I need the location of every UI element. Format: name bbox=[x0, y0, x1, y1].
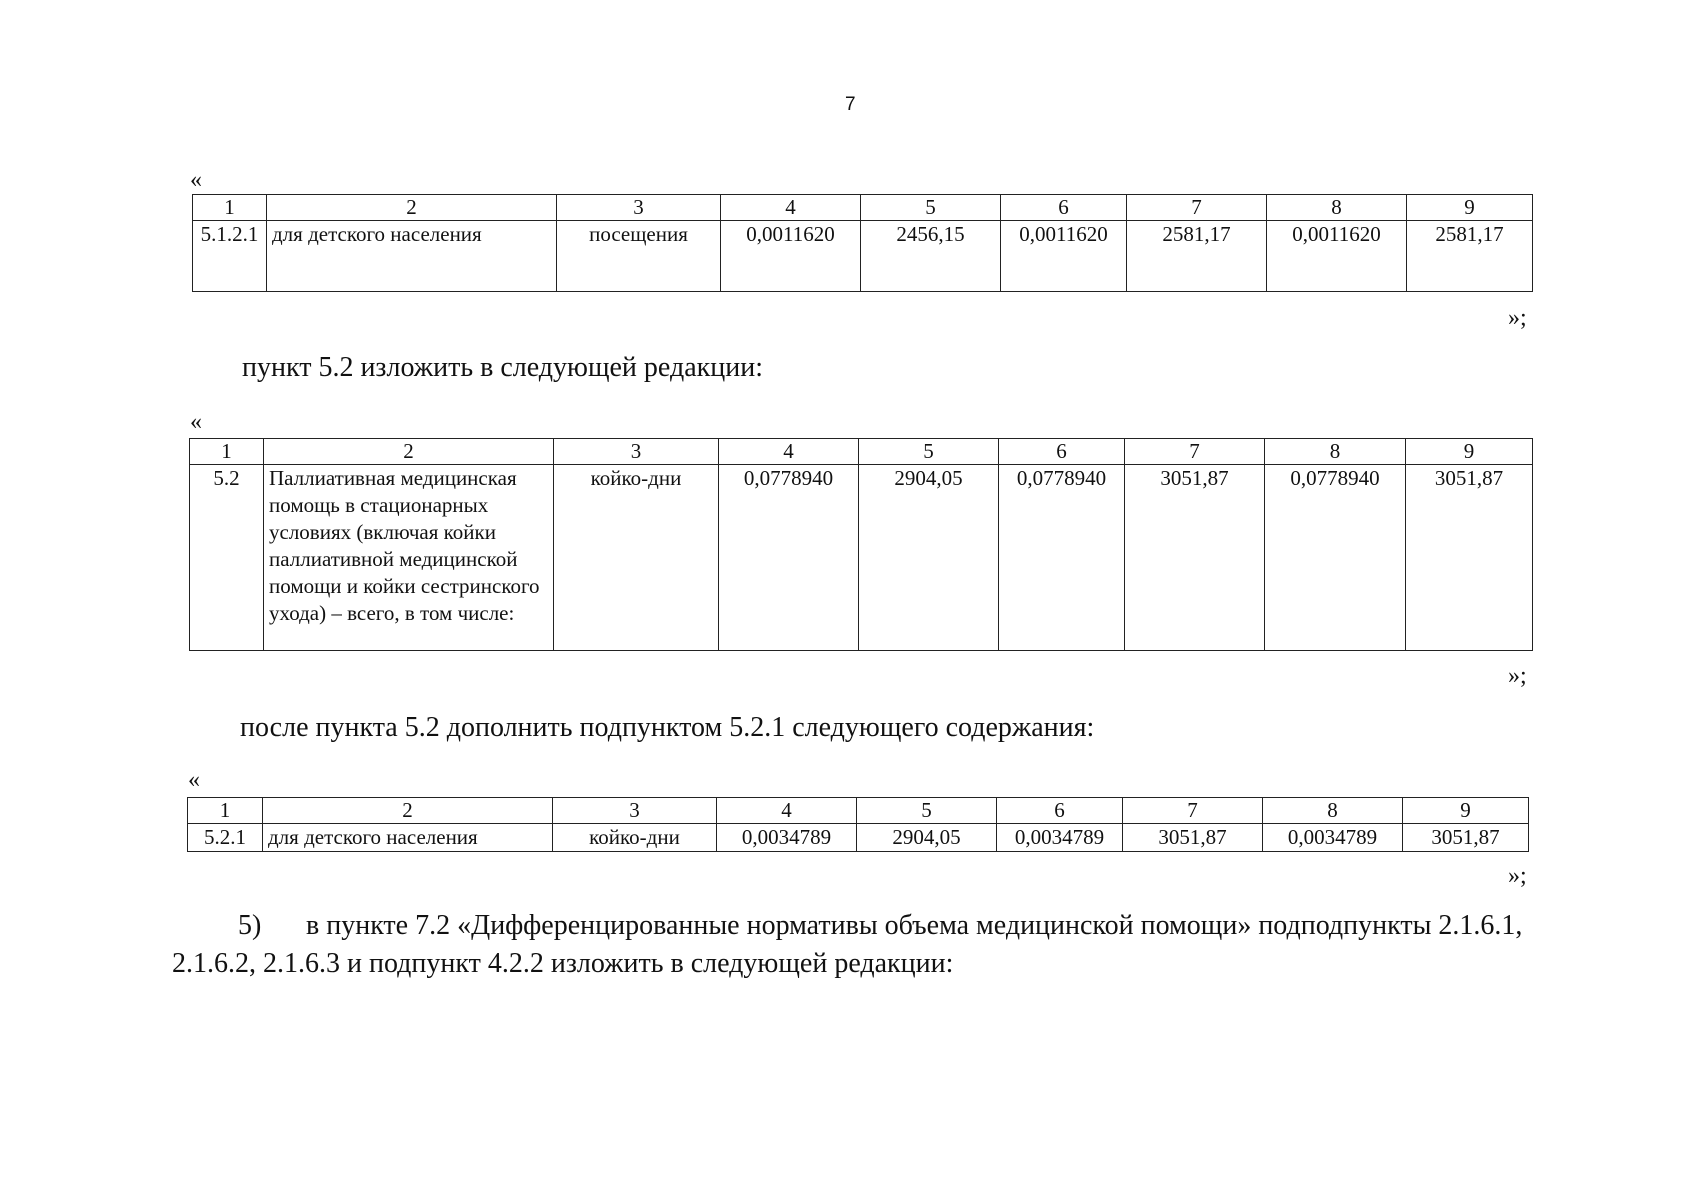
table-row bbox=[193, 221, 1533, 292]
cell-item-name: для детского населения bbox=[267, 221, 557, 292]
page-number: 7 bbox=[845, 94, 856, 115]
cell-value-5: 2904,05 bbox=[859, 465, 999, 651]
table-2 bbox=[189, 438, 1533, 651]
col-number-3: 3 bbox=[553, 798, 717, 824]
cell-value-9: 3051,87 bbox=[1403, 824, 1529, 852]
col-number-3: 3 bbox=[557, 195, 721, 221]
cell-value-6: 0,0034789 bbox=[997, 824, 1123, 852]
col-number-8: 8 bbox=[1263, 798, 1403, 824]
col-number-2: 2 bbox=[267, 195, 557, 221]
quote-close-2: »; bbox=[1508, 663, 1527, 689]
paragraph-instruction-2: после пункта 5.2 дополнить подпунктом 5.2.1 следующего содержания: bbox=[240, 712, 1095, 743]
cell-value-8: 0,0011620 bbox=[1267, 221, 1407, 292]
col-number-3: 3 bbox=[554, 439, 719, 465]
cell-unit: посещения bbox=[557, 221, 721, 292]
paragraph-instruction-1: пункт 5.2 изложить в следующей редакции: bbox=[242, 352, 763, 383]
col-number-9: 9 bbox=[1403, 798, 1529, 824]
col-number-7: 7 bbox=[1125, 439, 1265, 465]
table-3 bbox=[187, 797, 1529, 852]
cell-value-9: 2581,17 bbox=[1407, 221, 1533, 292]
cell-item-number: 5.2 bbox=[190, 465, 264, 651]
table-row bbox=[190, 465, 1533, 651]
col-number-1: 1 bbox=[193, 195, 267, 221]
col-number-1: 1 bbox=[188, 798, 263, 824]
col-number-4: 4 bbox=[719, 439, 859, 465]
cell-value-8: 0,0778940 bbox=[1265, 465, 1406, 651]
cell-value-7: 3051,87 bbox=[1123, 824, 1263, 852]
quote-open-2: « bbox=[190, 409, 202, 435]
cell-value-8: 0,0034789 bbox=[1263, 824, 1403, 852]
cell-value-7: 3051,87 bbox=[1125, 465, 1265, 651]
cell-value-5: 2456,15 bbox=[861, 221, 1001, 292]
col-number-7: 7 bbox=[1127, 195, 1267, 221]
col-number-8: 8 bbox=[1265, 439, 1406, 465]
quote-open-1: « bbox=[190, 167, 202, 193]
cell-unit: койко-дни bbox=[553, 824, 717, 852]
cell-unit: койко-дни bbox=[554, 465, 719, 651]
col-number-2: 2 bbox=[264, 439, 554, 465]
cell-value-6: 0,0778940 bbox=[999, 465, 1125, 651]
table-1 bbox=[192, 194, 1533, 292]
col-number-7: 7 bbox=[1123, 798, 1263, 824]
cell-item-name: для детского населения bbox=[263, 824, 553, 852]
cell-value-4: 0,0778940 bbox=[719, 465, 859, 651]
table-row bbox=[188, 824, 1529, 852]
table-header-row bbox=[193, 195, 1533, 221]
col-number-9: 9 bbox=[1407, 195, 1533, 221]
col-number-4: 4 bbox=[721, 195, 861, 221]
col-number-5: 5 bbox=[859, 439, 999, 465]
cell-value-5: 2904,05 bbox=[857, 824, 997, 852]
cell-item-name: Паллиативная медицинская помощь в стационарных условиях (включая койки паллиативной медицинской помощи и койки сестринского ухода) – всего, в том числе: bbox=[264, 465, 554, 651]
cell-value-7: 2581,17 bbox=[1127, 221, 1267, 292]
col-number-1: 1 bbox=[190, 439, 264, 465]
col-number-4: 4 bbox=[717, 798, 857, 824]
paragraph-item-number: 5) bbox=[238, 910, 262, 941]
cell-value-4: 0,0011620 bbox=[721, 221, 861, 292]
cell-value-6: 0,0011620 bbox=[1001, 221, 1127, 292]
col-number-6: 6 bbox=[999, 439, 1125, 465]
quote-open-3: « bbox=[188, 767, 200, 793]
col-number-5: 5 bbox=[857, 798, 997, 824]
cell-value-9: 3051,87 bbox=[1406, 465, 1533, 651]
table-header-row bbox=[190, 439, 1533, 465]
col-number-6: 6 bbox=[997, 798, 1123, 824]
col-number-9: 9 bbox=[1406, 439, 1533, 465]
paragraph-item-line-1: в пункте 7.2 «Дифференцированные нормативы объема медицинской помощи» подподпункты 2.1.6.1, bbox=[306, 910, 1523, 941]
cell-item-number: 5.1.2.1 bbox=[193, 221, 267, 292]
quote-close-3: »; bbox=[1508, 863, 1527, 889]
cell-value-4: 0,0034789 bbox=[717, 824, 857, 852]
col-number-6: 6 bbox=[1001, 195, 1127, 221]
cell-item-number: 5.2.1 bbox=[188, 824, 263, 852]
col-number-2: 2 bbox=[263, 798, 553, 824]
paragraph-item-line-2: 2.1.6.2, 2.1.6.3 и подпункт 4.2.2 изложить в следующей редакции: bbox=[172, 948, 954, 979]
col-number-8: 8 bbox=[1267, 195, 1407, 221]
quote-close-1: »; bbox=[1508, 305, 1527, 331]
table-header-row bbox=[188, 798, 1529, 824]
col-number-5: 5 bbox=[861, 195, 1001, 221]
